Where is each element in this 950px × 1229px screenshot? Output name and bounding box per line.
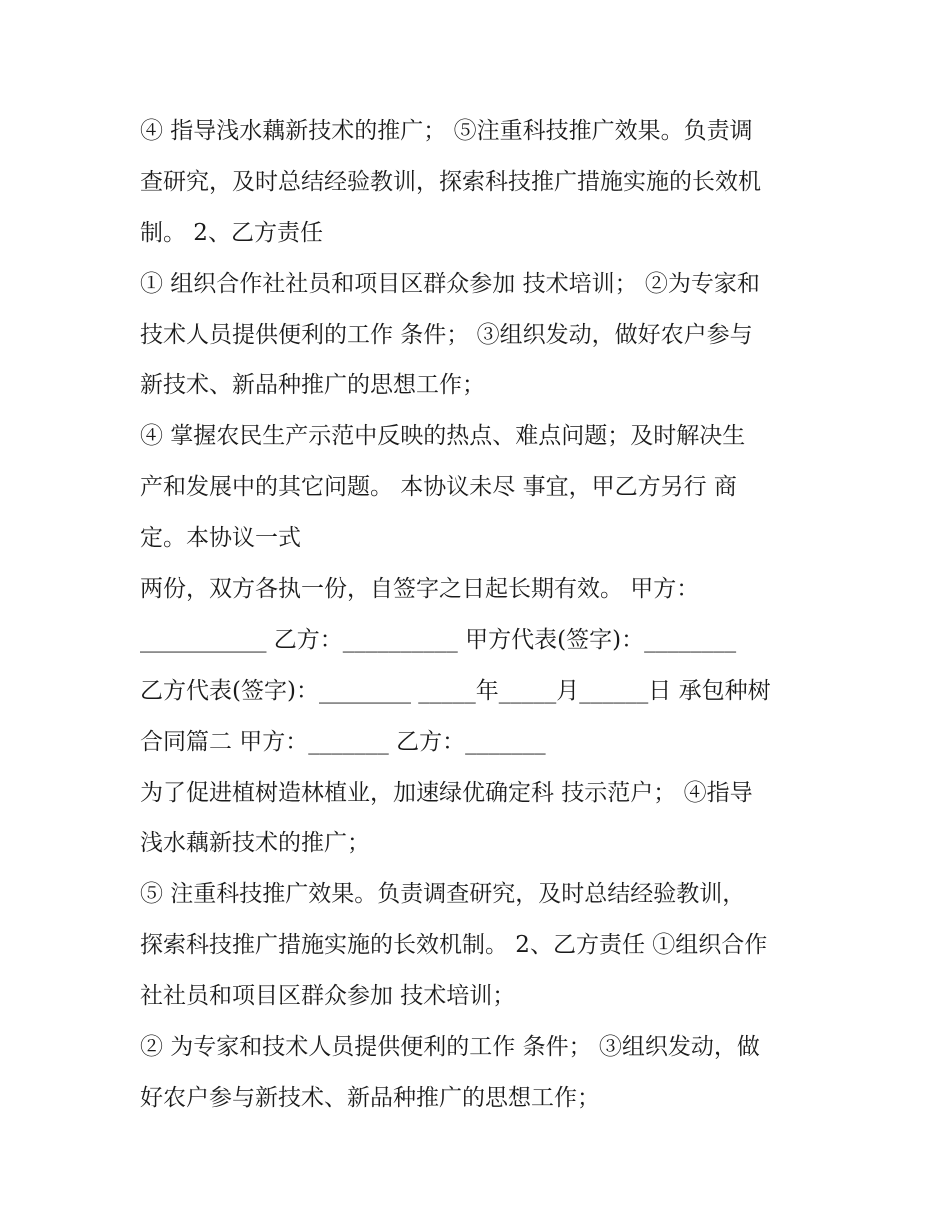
signature-line: 乙方代表(签字)：________ _____年_____月______日 承包种树	[140, 677, 771, 704]
signature-line: ___________ 乙方：__________ 甲方代表(签字)：________	[140, 626, 737, 653]
text-line: 定。本协议一式	[140, 525, 301, 552]
text-line: ② 为专家和技术人员提供便利的工作 条件； ③组织发动，做	[140, 1034, 760, 1061]
text-line: 社社员和项目区群众参加 技术培训；	[140, 983, 516, 1010]
text-line: 新技术、新品种推广的思想工作；	[140, 372, 485, 399]
text-line: 为了促进植树造林植业，加速绿优确定科 技示范户； ④指导	[140, 779, 753, 806]
text-line: 探索科技推广措施实施的长效机制。 2、乙方责任 ①组织合作	[140, 932, 768, 959]
text-line: ④ 掌握农民生产示范中反映的热点、难点问题；及时解决生	[140, 423, 746, 450]
document-body	[140, 106, 830, 1124]
text-line: 查研究，及时总结经验教训，探索科技推广措施实施的长效机	[140, 168, 761, 195]
text-line: ⑤ 注重科技推广效果。负责调查研究，及时总结经验教训，	[140, 881, 746, 908]
text-line: ① 组织合作社社员和项目区群众参加 技术培训； ②为专家和	[140, 270, 760, 297]
text-line: 制。 2、乙方责任	[140, 219, 323, 246]
text-line: ④ 指导浅水藕新技术的推广； ⑤注重科技推广效果。负责调	[140, 118, 753, 144]
text-line: 两份，双方各执一份，自签字之日起长期有效。 甲方：	[140, 576, 700, 603]
text-line: 好农户参与新技术、新品种推广的思想工作；	[140, 1084, 600, 1111]
text-line: 产和发展中的其它问题。 本协议未尽 事宜，甲乙方另行 商	[140, 474, 737, 501]
text-line: 浅水藕新技术的推广；	[140, 830, 370, 857]
text-line: 技术人员提供便利的工作 条件； ③组织发动，做好农户参与	[140, 321, 753, 348]
text-line: 合同篇二 甲方：_______ 乙方：_______	[140, 728, 546, 755]
